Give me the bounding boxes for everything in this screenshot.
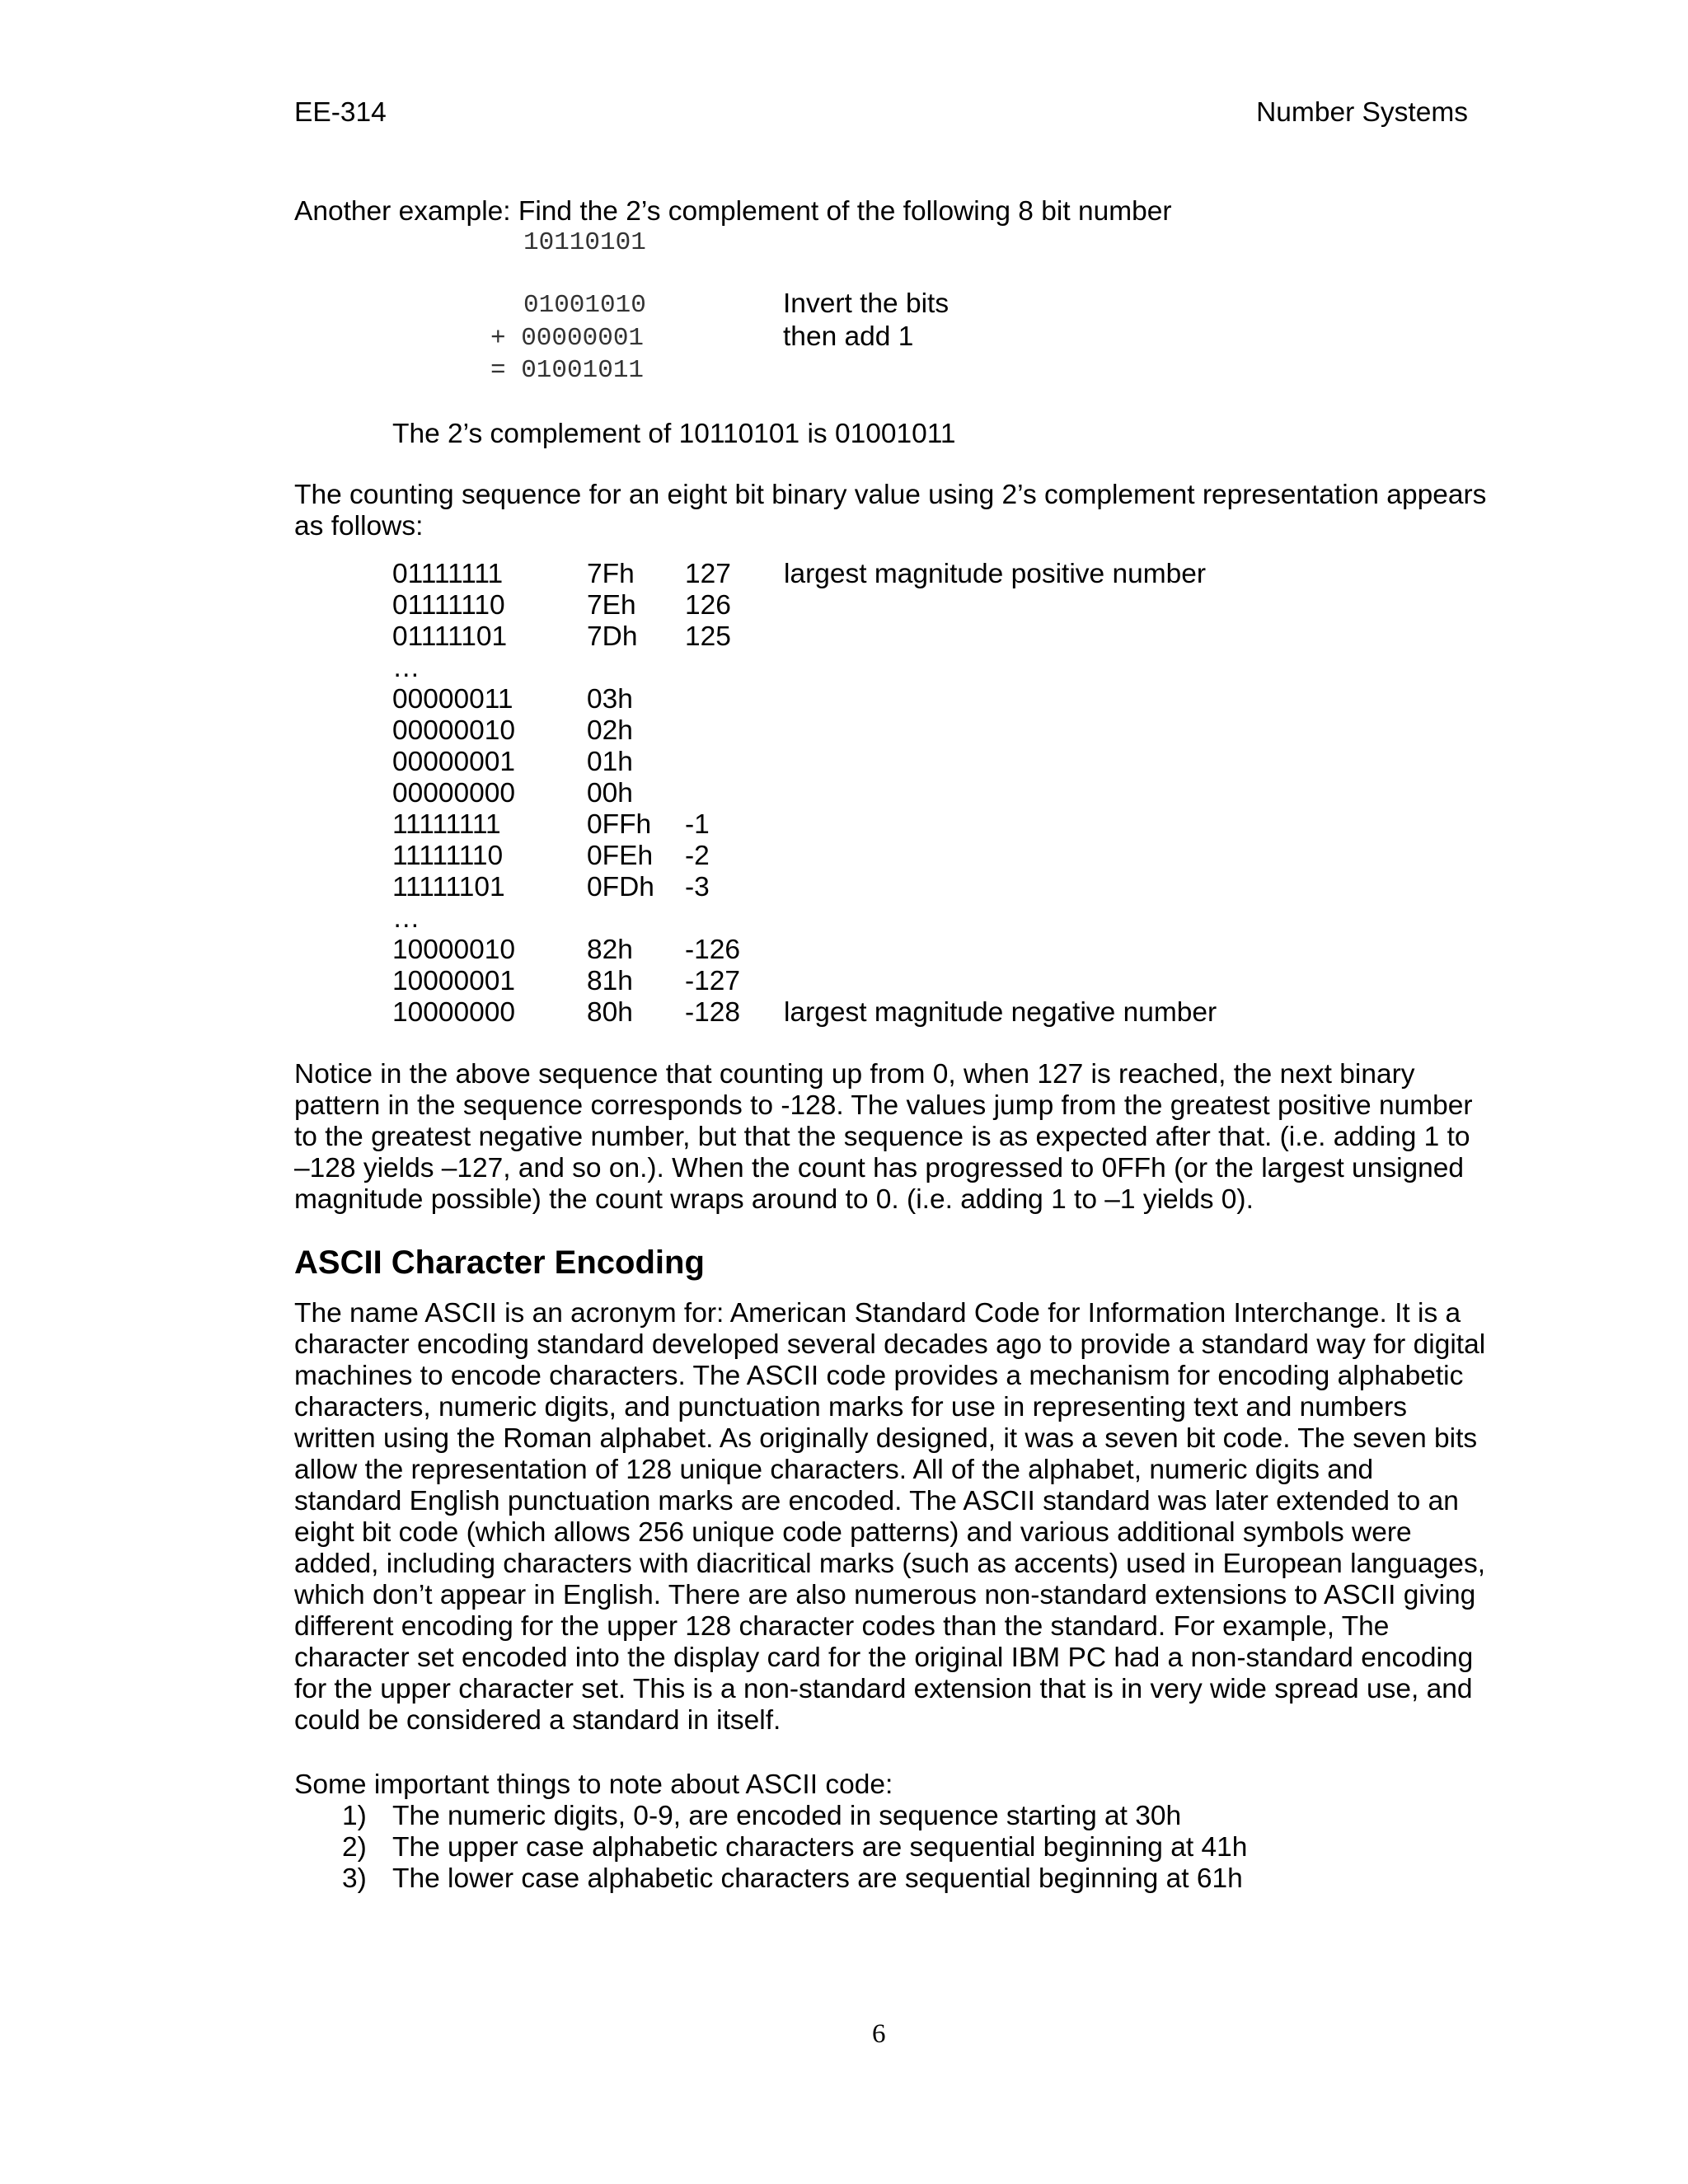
row-binary: 01111111 (392, 559, 504, 589)
row-binary: 00000000 (392, 778, 516, 808)
notice-line: Notice in the above sequence that counting up from 0, when 127 is reached, the next binary (294, 1059, 1415, 1090)
example-add-line: + 00000001 (490, 324, 645, 353)
row-decimal: 127 (685, 559, 731, 589)
row-binary: 10000010 (392, 935, 516, 965)
row-hex: 82h (587, 935, 633, 965)
list-item-text: The lower case alphabetic characters are sequential beginning at 61h (392, 1863, 1243, 1894)
notice-paragraph (294, 1059, 1473, 1216)
row-binary: 11111110 (392, 841, 504, 871)
ascii-line: machines to encode characters. The ASCII code provides a mechanism for encoding alphabetic (294, 1361, 1464, 1391)
row-hex: 0FDh (587, 872, 654, 902)
row-decimal: 126 (685, 590, 731, 621)
row-note: largest magnitude negative number (784, 997, 1217, 1028)
row-binary: 01111110 (392, 590, 505, 621)
list-item-number: 3) (342, 1863, 367, 1894)
list-item (342, 1863, 367, 1895)
ascii-line: added, including characters with diacritical marks (such as accents) used in European languages, (294, 1549, 1485, 1579)
list-item-number: 2) (342, 1832, 367, 1863)
notice-line: pattern in the sequence corresponds to -128. The values jump from the greatest positive number (294, 1090, 1473, 1121)
list-item-number: 1) (342, 1801, 367, 1831)
list-item (342, 1801, 367, 1832)
row-binary: 00000011 (392, 684, 513, 715)
example-number: 10110101 (523, 228, 646, 257)
list-item (342, 1832, 367, 1863)
row-decimal: -127 (685, 966, 741, 996)
notes-intro: Some important things to note about ASCII code: (294, 1769, 893, 1800)
row-decimal: 125 (685, 621, 731, 652)
row-binary: 00000001 (392, 747, 516, 777)
row-hex: 7Dh (587, 621, 638, 652)
row-decimal: -2 (685, 841, 710, 871)
row-note: largest magnitude positive number (784, 559, 1207, 589)
ascii-line: allow the representation of 128 unique characters. All of the alphabet, numeric digits and (294, 1455, 1374, 1485)
header-topic: Number Systems (1256, 97, 1468, 128)
row-hex: 0FEh (587, 841, 654, 871)
sequence-intro-line: as follows: (294, 511, 424, 541)
row-hex: 0FFh (587, 809, 652, 840)
row-decimal: -126 (685, 935, 741, 965)
ascii-line: eight bit code (which allows 256 unique code patterns) and various additional symbols were (294, 1517, 1412, 1548)
ascii-paragraph (294, 1298, 1486, 1736)
sequence-intro (294, 480, 1487, 542)
ascii-line: The name ASCII is an acronym for: American Standard Code for Information Interchange. It is a (294, 1298, 1461, 1329)
row-decimal: -3 (685, 872, 710, 902)
example-inverted: 01001010 (523, 291, 646, 320)
example-invert-note: Invert the bits (783, 288, 950, 319)
row-binary: 11111101 (392, 872, 505, 902)
notice-line: –128 yields –127, and so on.). When the count has progressed to 0FFh (or the largest unsigned (294, 1153, 1465, 1183)
row-binary: 11111111 (392, 809, 501, 840)
row-decimal: -128 (685, 997, 741, 1028)
ascii-line: character encoding standard developed several decades ago to provide a standard way for digital (294, 1329, 1486, 1360)
sequence-intro-line: The counting sequence for an eight bit binary value using 2’s complement representation appears (294, 480, 1487, 510)
row-binary: … (392, 653, 420, 683)
ascii-line: characters, numeric digits, and punctuation marks for use in representing text and numbers (294, 1392, 1407, 1422)
example-result-line: = 01001011 (490, 356, 645, 385)
row-binary: 01111101 (392, 621, 508, 652)
page-number: 6 (872, 2019, 886, 2049)
header-course: EE-314 (294, 97, 387, 128)
row-hex: 7Fh (587, 559, 635, 589)
row-binary: 10000001 (392, 966, 516, 996)
row-binary: … (392, 903, 420, 934)
ascii-line: could be considered a standard in itself. (294, 1705, 781, 1736)
notice-line: magnitude possible) the count wraps around to 0. (i.e. adding 1 to –1 yields 0). (294, 1184, 1254, 1215)
row-hex: 81h (587, 966, 633, 996)
row-hex: 7Eh (587, 590, 636, 621)
sequence-table (392, 559, 1299, 1029)
row-binary: 00000010 (392, 715, 516, 746)
ascii-line: for the upper character set. This is a non-standard extension that is in very wide spread use, and (294, 1674, 1473, 1704)
list-item-text: The upper case alphabetic characters are sequential beginning at 41h (392, 1832, 1248, 1863)
row-hex: 01h (587, 747, 633, 777)
ascii-line: character set encoded into the display card for the original IBM PC had a non-standard encoding (294, 1643, 1474, 1673)
row-hex: 03h (587, 684, 633, 715)
section-heading: ASCII Character Encoding (294, 1244, 705, 1281)
row-hex: 02h (587, 715, 633, 746)
example-intro: Another example: Find the 2’s complement of the following 8 bit number (294, 196, 1172, 227)
example-add-note: then add 1 (783, 321, 914, 352)
ascii-line: which don’t appear in English. There are also numerous non-standard extensions to ASCII giving (294, 1580, 1476, 1610)
ascii-line: different encoding for the upper 128 character codes than the standard. For example, The (294, 1611, 1390, 1642)
notice-line: to the greatest negative number, but that the sequence is as expected after that. (i.e. adding 1 to (294, 1122, 1470, 1152)
ascii-line: standard English punctuation marks are encoded. The ASCII standard was later extended to an (294, 1486, 1459, 1516)
row-decimal: -1 (685, 809, 710, 840)
row-hex: 00h (587, 778, 633, 808)
example-conclusion: The 2’s complement of 10110101 is 01001011 (392, 419, 956, 449)
row-binary: 10000000 (392, 997, 516, 1028)
row-hex: 80h (587, 997, 633, 1028)
list-item-text: The numeric digits, 0-9, are encoded in sequence starting at 30h (392, 1801, 1182, 1831)
ascii-line: written using the Roman alphabet. As originally designed, it was a seven bit code. The seven bits (294, 1423, 1478, 1454)
